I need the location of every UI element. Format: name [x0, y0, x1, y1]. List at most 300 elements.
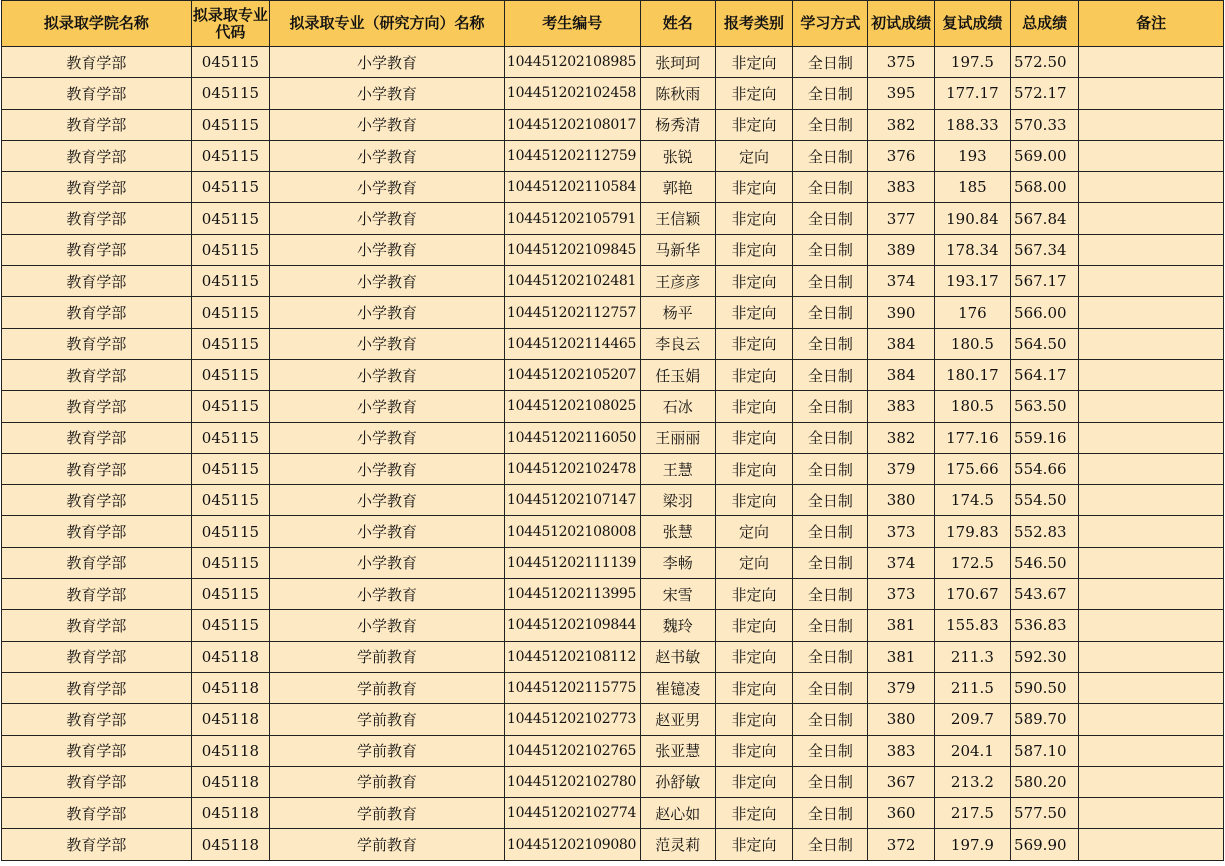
column-header-application-type[interactable]: 报考类别: [715, 1, 792, 47]
remark-cell[interactable]: [1079, 266, 1224, 297]
preliminary-score-cell[interactable]: 382: [868, 109, 934, 140]
remark-cell[interactable]: [1079, 203, 1224, 234]
table-row[interactable]: [2, 391, 1224, 422]
major-code-cell[interactable]: 045118: [191, 798, 269, 829]
college-name-cell[interactable]: 教育学部: [2, 328, 192, 359]
study-mode-cell[interactable]: 全日制: [793, 829, 868, 860]
study-mode-cell[interactable]: 全日制: [793, 610, 868, 641]
application-type-cell[interactable]: 非定向: [715, 485, 792, 516]
candidate-id-cell[interactable]: 104451202112759: [505, 140, 641, 171]
table-row[interactable]: [2, 109, 1224, 140]
application-type-cell[interactable]: 非定向: [715, 47, 792, 78]
application-type-cell[interactable]: 非定向: [715, 391, 792, 422]
table-row[interactable]: [2, 297, 1224, 328]
retest-score-cell[interactable]: 180.17: [934, 359, 1010, 390]
student-name-cell[interactable]: 范灵莉: [640, 829, 715, 860]
study-mode-cell[interactable]: 全日制: [793, 297, 868, 328]
major-code-cell[interactable]: 045115: [191, 297, 269, 328]
major-name-cell[interactable]: 小学教育: [270, 328, 505, 359]
preliminary-score-cell[interactable]: 383: [868, 391, 934, 422]
candidate-id-cell[interactable]: 104451202105791: [505, 203, 641, 234]
retest-score-cell[interactable]: 190.84: [934, 203, 1010, 234]
study-mode-cell[interactable]: 全日制: [793, 579, 868, 610]
table-row[interactable]: [2, 579, 1224, 610]
preliminary-score-cell[interactable]: 383: [868, 735, 934, 766]
table-row[interactable]: [2, 140, 1224, 171]
total-score-cell[interactable]: 564.17: [1011, 359, 1079, 390]
remark-cell[interactable]: [1079, 672, 1224, 703]
college-name-cell[interactable]: 教育学部: [2, 234, 192, 265]
major-code-cell[interactable]: 045115: [191, 203, 269, 234]
remark-cell[interactable]: [1079, 109, 1224, 140]
remark-cell[interactable]: [1079, 78, 1224, 109]
column-header-preliminary-score[interactable]: 初试成绩: [868, 1, 934, 47]
major-name-cell[interactable]: 小学教育: [270, 78, 505, 109]
total-score-cell[interactable]: 590.50: [1011, 672, 1079, 703]
retest-score-cell[interactable]: 188.33: [934, 109, 1010, 140]
candidate-id-cell[interactable]: 104451202109844: [505, 610, 641, 641]
student-name-cell[interactable]: 崔镱凌: [640, 672, 715, 703]
application-type-cell[interactable]: 非定向: [715, 672, 792, 703]
remark-cell[interactable]: [1079, 453, 1224, 484]
retest-score-cell[interactable]: 174.5: [934, 485, 1010, 516]
student-name-cell[interactable]: 赵亚男: [640, 704, 715, 735]
student-name-cell[interactable]: 张锐: [640, 140, 715, 171]
college-name-cell[interactable]: 教育学部: [2, 547, 192, 578]
retest-score-cell[interactable]: 177.17: [934, 78, 1010, 109]
college-name-cell[interactable]: 教育学部: [2, 359, 192, 390]
column-header-study-mode[interactable]: 学习方式: [793, 1, 868, 47]
candidate-id-cell[interactable]: 104451202113995: [505, 579, 641, 610]
remark-cell[interactable]: [1079, 547, 1224, 578]
major-name-cell[interactable]: 小学教育: [270, 109, 505, 140]
major-code-cell[interactable]: 045115: [191, 234, 269, 265]
major-code-cell[interactable]: 045118: [191, 735, 269, 766]
column-header-major-name[interactable]: 拟录取专业（研究方向）名称: [270, 1, 505, 47]
major-name-cell[interactable]: 小学教育: [270, 453, 505, 484]
major-code-cell[interactable]: 045115: [191, 109, 269, 140]
preliminary-score-cell[interactable]: 384: [868, 359, 934, 390]
major-name-cell[interactable]: 小学教育: [270, 172, 505, 203]
candidate-id-cell[interactable]: 104451202108985: [505, 47, 641, 78]
remark-cell[interactable]: [1079, 391, 1224, 422]
major-name-cell[interactable]: 小学教育: [270, 485, 505, 516]
total-score-cell[interactable]: 592.30: [1011, 641, 1079, 672]
retest-score-cell[interactable]: 197.5: [934, 47, 1010, 78]
candidate-id-cell[interactable]: 104451202108017: [505, 109, 641, 140]
candidate-id-cell[interactable]: 104451202110584: [505, 172, 641, 203]
college-name-cell[interactable]: 教育学部: [2, 297, 192, 328]
major-code-cell[interactable]: 045115: [191, 328, 269, 359]
preliminary-score-cell[interactable]: 367: [868, 766, 934, 797]
college-name-cell[interactable]: 教育学部: [2, 78, 192, 109]
retest-score-cell[interactable]: 180.5: [934, 391, 1010, 422]
table-row[interactable]: [2, 516, 1224, 547]
application-type-cell[interactable]: 定向: [715, 516, 792, 547]
retest-score-cell[interactable]: 217.5: [934, 798, 1010, 829]
major-name-cell[interactable]: 学前教育: [270, 829, 505, 860]
remark-cell[interactable]: [1079, 422, 1224, 453]
student-name-cell[interactable]: 张慧: [640, 516, 715, 547]
table-row[interactable]: [2, 641, 1224, 672]
application-type-cell[interactable]: 定向: [715, 140, 792, 171]
table-row[interactable]: [2, 735, 1224, 766]
preliminary-score-cell[interactable]: 389: [868, 234, 934, 265]
student-name-cell[interactable]: 孙舒敏: [640, 766, 715, 797]
application-type-cell[interactable]: 非定向: [715, 453, 792, 484]
table-row[interactable]: [2, 359, 1224, 390]
study-mode-cell[interactable]: 全日制: [793, 672, 868, 703]
study-mode-cell[interactable]: 全日制: [793, 172, 868, 203]
remark-cell[interactable]: [1079, 359, 1224, 390]
application-type-cell[interactable]: 非定向: [715, 172, 792, 203]
candidate-id-cell[interactable]: 104451202102478: [505, 453, 641, 484]
student-name-cell[interactable]: 张珂珂: [640, 47, 715, 78]
major-name-cell[interactable]: 小学教育: [270, 422, 505, 453]
major-code-cell[interactable]: 045115: [191, 422, 269, 453]
table-row[interactable]: [2, 266, 1224, 297]
remark-cell[interactable]: [1079, 516, 1224, 547]
major-name-cell[interactable]: 小学教育: [270, 359, 505, 390]
candidate-id-cell[interactable]: 104451202108025: [505, 391, 641, 422]
preliminary-score-cell[interactable]: 395: [868, 78, 934, 109]
preliminary-score-cell[interactable]: 374: [868, 266, 934, 297]
preliminary-score-cell[interactable]: 379: [868, 672, 934, 703]
retest-score-cell[interactable]: 175.66: [934, 453, 1010, 484]
candidate-id-cell[interactable]: 104451202114465: [505, 328, 641, 359]
student-name-cell[interactable]: 赵心如: [640, 798, 715, 829]
application-type-cell[interactable]: 非定向: [715, 579, 792, 610]
candidate-id-cell[interactable]: 104451202112757: [505, 297, 641, 328]
major-name-cell[interactable]: 小学教育: [270, 579, 505, 610]
preliminary-score-cell[interactable]: 360: [868, 798, 934, 829]
study-mode-cell[interactable]: 全日制: [793, 453, 868, 484]
remark-cell[interactable]: [1079, 234, 1224, 265]
column-header-candidate-id[interactable]: 考生编号: [505, 1, 641, 47]
college-name-cell[interactable]: 教育学部: [2, 47, 192, 78]
student-name-cell[interactable]: 李畅: [640, 547, 715, 578]
major-code-cell[interactable]: 045115: [191, 172, 269, 203]
student-name-cell[interactable]: 王彦彦: [640, 266, 715, 297]
column-header-major-code[interactable]: 拟录取专业代码: [191, 1, 269, 47]
retest-score-cell[interactable]: 170.67: [934, 579, 1010, 610]
total-score-cell[interactable]: 572.17: [1011, 78, 1079, 109]
table-row[interactable]: [2, 672, 1224, 703]
major-code-cell[interactable]: 045118: [191, 672, 269, 703]
major-name-cell[interactable]: 学前教育: [270, 704, 505, 735]
retest-score-cell[interactable]: 193.17: [934, 266, 1010, 297]
major-code-cell[interactable]: 045118: [191, 829, 269, 860]
retest-score-cell[interactable]: 172.5: [934, 547, 1010, 578]
retest-score-cell[interactable]: 155.83: [934, 610, 1010, 641]
study-mode-cell[interactable]: 全日制: [793, 422, 868, 453]
study-mode-cell[interactable]: 全日制: [793, 766, 868, 797]
table-row[interactable]: [2, 47, 1224, 78]
table-row[interactable]: [2, 453, 1224, 484]
major-code-cell[interactable]: 045115: [191, 610, 269, 641]
major-name-cell[interactable]: 小学教育: [270, 297, 505, 328]
column-header-student-name[interactable]: 姓名: [640, 1, 715, 47]
total-score-cell[interactable]: 572.50: [1011, 47, 1079, 78]
student-name-cell[interactable]: 李良云: [640, 328, 715, 359]
table-row[interactable]: [2, 547, 1224, 578]
major-name-cell[interactable]: 小学教育: [270, 47, 505, 78]
remark-cell[interactable]: [1079, 297, 1224, 328]
table-row[interactable]: [2, 422, 1224, 453]
application-type-cell[interactable]: 定向: [715, 547, 792, 578]
table-row[interactable]: [2, 78, 1224, 109]
remark-cell[interactable]: [1079, 610, 1224, 641]
table-row[interactable]: [2, 328, 1224, 359]
application-type-cell[interactable]: 非定向: [715, 798, 792, 829]
college-name-cell[interactable]: 教育学部: [2, 391, 192, 422]
study-mode-cell[interactable]: 全日制: [793, 641, 868, 672]
table-row[interactable]: [2, 798, 1224, 829]
study-mode-cell[interactable]: 全日制: [793, 328, 868, 359]
total-score-cell[interactable]: 554.50: [1011, 485, 1079, 516]
college-name-cell[interactable]: 教育学部: [2, 516, 192, 547]
college-name-cell[interactable]: 教育学部: [2, 266, 192, 297]
candidate-id-cell[interactable]: 104451202107147: [505, 485, 641, 516]
major-code-cell[interactable]: 045118: [191, 641, 269, 672]
college-name-cell[interactable]: 教育学部: [2, 203, 192, 234]
student-name-cell[interactable]: 王慧: [640, 453, 715, 484]
major-name-cell[interactable]: 小学教育: [270, 610, 505, 641]
college-name-cell[interactable]: 教育学部: [2, 140, 192, 171]
preliminary-score-cell[interactable]: 390: [868, 297, 934, 328]
preliminary-score-cell[interactable]: 380: [868, 704, 934, 735]
candidate-id-cell[interactable]: 104451202108112: [505, 641, 641, 672]
total-score-cell[interactable]: 559.16: [1011, 422, 1079, 453]
candidate-id-cell[interactable]: 104451202102773: [505, 704, 641, 735]
major-code-cell[interactable]: 045115: [191, 547, 269, 578]
college-name-cell[interactable]: 教育学部: [2, 453, 192, 484]
remark-cell[interactable]: [1079, 47, 1224, 78]
student-name-cell[interactable]: 马新华: [640, 234, 715, 265]
major-code-cell[interactable]: 045118: [191, 704, 269, 735]
candidate-id-cell[interactable]: 104451202111139: [505, 547, 641, 578]
college-name-cell[interactable]: 教育学部: [2, 766, 192, 797]
total-score-cell[interactable]: 564.50: [1011, 328, 1079, 359]
remark-cell[interactable]: [1079, 579, 1224, 610]
application-type-cell[interactable]: 非定向: [715, 422, 792, 453]
candidate-id-cell[interactable]: 104451202108008: [505, 516, 641, 547]
column-header-college-name[interactable]: 拟录取学院名称: [2, 1, 192, 47]
student-name-cell[interactable]: 任玉娟: [640, 359, 715, 390]
preliminary-score-cell[interactable]: 382: [868, 422, 934, 453]
college-name-cell[interactable]: 教育学部: [2, 172, 192, 203]
remark-cell[interactable]: [1079, 485, 1224, 516]
remark-cell[interactable]: [1079, 704, 1224, 735]
college-name-cell[interactable]: 教育学部: [2, 422, 192, 453]
study-mode-cell[interactable]: 全日制: [793, 203, 868, 234]
total-score-cell[interactable]: 570.33: [1011, 109, 1079, 140]
table-row[interactable]: [2, 610, 1224, 641]
student-name-cell[interactable]: 赵书敏: [640, 641, 715, 672]
total-score-cell[interactable]: 552.83: [1011, 516, 1079, 547]
student-name-cell[interactable]: 张亚慧: [640, 735, 715, 766]
major-code-cell[interactable]: 045118: [191, 766, 269, 797]
study-mode-cell[interactable]: 全日制: [793, 140, 868, 171]
study-mode-cell[interactable]: 全日制: [793, 359, 868, 390]
remark-cell[interactable]: [1079, 829, 1224, 860]
major-name-cell[interactable]: 小学教育: [270, 266, 505, 297]
candidate-id-cell[interactable]: 104451202102481: [505, 266, 641, 297]
application-type-cell[interactable]: 非定向: [715, 234, 792, 265]
study-mode-cell[interactable]: 全日制: [793, 704, 868, 735]
preliminary-score-cell[interactable]: 384: [868, 328, 934, 359]
major-name-cell[interactable]: 小学教育: [270, 203, 505, 234]
preliminary-score-cell[interactable]: 383: [868, 172, 934, 203]
application-type-cell[interactable]: 非定向: [715, 829, 792, 860]
candidate-id-cell[interactable]: 104451202102458: [505, 78, 641, 109]
application-type-cell[interactable]: 非定向: [715, 766, 792, 797]
preliminary-score-cell[interactable]: 379: [868, 453, 934, 484]
column-header-total-score[interactable]: 总成绩: [1011, 1, 1079, 47]
remark-cell[interactable]: [1079, 766, 1224, 797]
application-type-cell[interactable]: 非定向: [715, 610, 792, 641]
total-score-cell[interactable]: 587.10: [1011, 735, 1079, 766]
total-score-cell[interactable]: 567.84: [1011, 203, 1079, 234]
retest-score-cell[interactable]: 204.1: [934, 735, 1010, 766]
major-code-cell[interactable]: 045115: [191, 453, 269, 484]
student-name-cell[interactable]: 宋雪: [640, 579, 715, 610]
major-name-cell[interactable]: 学前教育: [270, 641, 505, 672]
major-name-cell[interactable]: 学前教育: [270, 798, 505, 829]
retest-score-cell[interactable]: 193: [934, 140, 1010, 171]
total-score-cell[interactable]: 567.17: [1011, 266, 1079, 297]
candidate-id-cell[interactable]: 104451202109080: [505, 829, 641, 860]
retest-score-cell[interactable]: 213.2: [934, 766, 1010, 797]
application-type-cell[interactable]: 非定向: [715, 297, 792, 328]
study-mode-cell[interactable]: 全日制: [793, 735, 868, 766]
study-mode-cell[interactable]: 全日制: [793, 47, 868, 78]
total-score-cell[interactable]: 569.90: [1011, 829, 1079, 860]
preliminary-score-cell[interactable]: 374: [868, 547, 934, 578]
table-row[interactable]: [2, 704, 1224, 735]
table-row[interactable]: [2, 203, 1224, 234]
student-name-cell[interactable]: 杨秀清: [640, 109, 715, 140]
total-score-cell[interactable]: 566.00: [1011, 297, 1079, 328]
major-code-cell[interactable]: 045115: [191, 359, 269, 390]
study-mode-cell[interactable]: 全日制: [793, 516, 868, 547]
application-type-cell[interactable]: 非定向: [715, 203, 792, 234]
retest-score-cell[interactable]: 179.83: [934, 516, 1010, 547]
total-score-cell[interactable]: 543.67: [1011, 579, 1079, 610]
remark-cell[interactable]: [1079, 735, 1224, 766]
table-row[interactable]: [2, 172, 1224, 203]
application-type-cell[interactable]: 非定向: [715, 78, 792, 109]
major-name-cell[interactable]: 小学教育: [270, 234, 505, 265]
total-score-cell[interactable]: 569.00: [1011, 140, 1079, 171]
student-name-cell[interactable]: 魏玲: [640, 610, 715, 641]
college-name-cell[interactable]: 教育学部: [2, 610, 192, 641]
candidate-id-cell[interactable]: 104451202116050: [505, 422, 641, 453]
study-mode-cell[interactable]: 全日制: [793, 78, 868, 109]
study-mode-cell[interactable]: 全日制: [793, 234, 868, 265]
college-name-cell[interactable]: 教育学部: [2, 798, 192, 829]
candidate-id-cell[interactable]: 104451202109845: [505, 234, 641, 265]
candidate-id-cell[interactable]: 104451202102774: [505, 798, 641, 829]
retest-score-cell[interactable]: 178.34: [934, 234, 1010, 265]
study-mode-cell[interactable]: 全日制: [793, 391, 868, 422]
table-row[interactable]: [2, 485, 1224, 516]
student-name-cell[interactable]: 陈秋雨: [640, 78, 715, 109]
study-mode-cell[interactable]: 全日制: [793, 266, 868, 297]
study-mode-cell[interactable]: 全日制: [793, 547, 868, 578]
application-type-cell[interactable]: 非定向: [715, 359, 792, 390]
major-code-cell[interactable]: 045115: [191, 516, 269, 547]
major-name-cell[interactable]: 小学教育: [270, 516, 505, 547]
total-score-cell[interactable]: 567.34: [1011, 234, 1079, 265]
preliminary-score-cell[interactable]: 381: [868, 610, 934, 641]
study-mode-cell[interactable]: 全日制: [793, 485, 868, 516]
college-name-cell[interactable]: 教育学部: [2, 704, 192, 735]
retest-score-cell[interactable]: 197.9: [934, 829, 1010, 860]
remark-cell[interactable]: [1079, 172, 1224, 203]
student-name-cell[interactable]: 王丽丽: [640, 422, 715, 453]
total-score-cell[interactable]: 536.83: [1011, 610, 1079, 641]
total-score-cell[interactable]: 554.66: [1011, 453, 1079, 484]
table-row[interactable]: [2, 234, 1224, 265]
major-name-cell[interactable]: 学前教育: [270, 672, 505, 703]
major-code-cell[interactable]: 045115: [191, 140, 269, 171]
student-name-cell[interactable]: 梁羽: [640, 485, 715, 516]
major-name-cell[interactable]: 学前教育: [270, 735, 505, 766]
study-mode-cell[interactable]: 全日制: [793, 109, 868, 140]
candidate-id-cell[interactable]: 104451202102780: [505, 766, 641, 797]
preliminary-score-cell[interactable]: 377: [868, 203, 934, 234]
college-name-cell[interactable]: 教育学部: [2, 735, 192, 766]
total-score-cell[interactable]: 563.50: [1011, 391, 1079, 422]
remark-cell[interactable]: [1079, 798, 1224, 829]
retest-score-cell[interactable]: 209.7: [934, 704, 1010, 735]
major-code-cell[interactable]: 045115: [191, 579, 269, 610]
student-name-cell[interactable]: 王信颖: [640, 203, 715, 234]
college-name-cell[interactable]: 教育学部: [2, 579, 192, 610]
retest-score-cell[interactable]: 211.3: [934, 641, 1010, 672]
major-name-cell[interactable]: 小学教育: [270, 140, 505, 171]
preliminary-score-cell[interactable]: 376: [868, 140, 934, 171]
table-row[interactable]: [2, 766, 1224, 797]
column-header-retest-score[interactable]: 复试成绩: [934, 1, 1010, 47]
major-name-cell[interactable]: 学前教育: [270, 766, 505, 797]
major-code-cell[interactable]: 045115: [191, 47, 269, 78]
remark-cell[interactable]: [1079, 641, 1224, 672]
major-code-cell[interactable]: 045115: [191, 485, 269, 516]
preliminary-score-cell[interactable]: 381: [868, 641, 934, 672]
application-type-cell[interactable]: 非定向: [715, 266, 792, 297]
student-name-cell[interactable]: 石冰: [640, 391, 715, 422]
college-name-cell[interactable]: 教育学部: [2, 109, 192, 140]
application-type-cell[interactable]: 非定向: [715, 704, 792, 735]
study-mode-cell[interactable]: 全日制: [793, 798, 868, 829]
table-row[interactable]: [2, 829, 1224, 860]
college-name-cell[interactable]: 教育学部: [2, 672, 192, 703]
major-code-cell[interactable]: 045115: [191, 266, 269, 297]
candidate-id-cell[interactable]: 104451202115775: [505, 672, 641, 703]
remark-cell[interactable]: [1079, 328, 1224, 359]
candidate-id-cell[interactable]: 104451202102765: [505, 735, 641, 766]
total-score-cell[interactable]: 577.50: [1011, 798, 1079, 829]
college-name-cell[interactable]: 教育学部: [2, 485, 192, 516]
student-name-cell[interactable]: 杨平: [640, 297, 715, 328]
retest-score-cell[interactable]: 177.16: [934, 422, 1010, 453]
total-score-cell[interactable]: 568.00: [1011, 172, 1079, 203]
retest-score-cell[interactable]: 176: [934, 297, 1010, 328]
college-name-cell[interactable]: 教育学部: [2, 641, 192, 672]
total-score-cell[interactable]: 580.20: [1011, 766, 1079, 797]
